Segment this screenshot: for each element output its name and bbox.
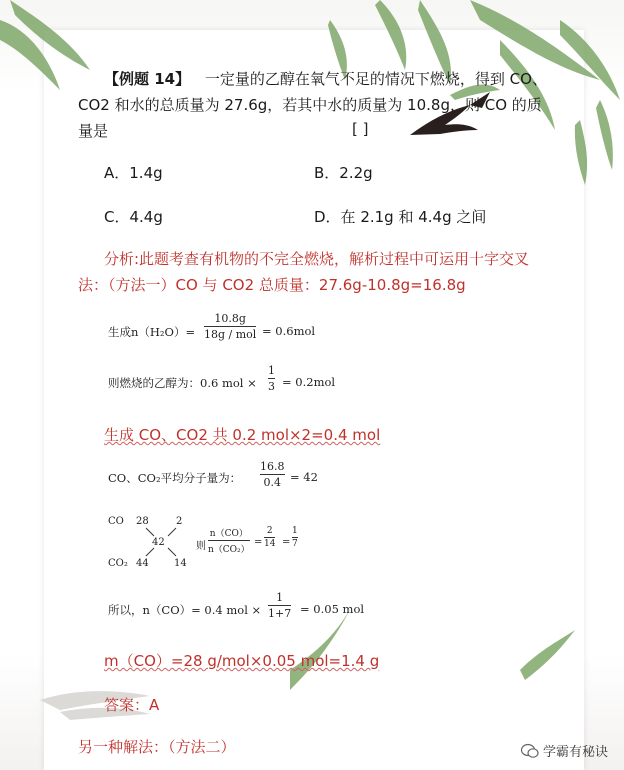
answer-bracket: [ ] (352, 120, 369, 138)
ratio-fraction: n（CO） n（CO₂） (208, 529, 250, 555)
footer-brand (521, 741, 608, 760)
question-line-1: 一定量的乙醇在氧气不足的情况下燃烧，得到 CO、 (204, 70, 547, 88)
ethanol-result: = 0.2mol (282, 375, 336, 389)
mass-line: m（CO）=28 g/mol×0.05 mol=1.4 g (104, 652, 380, 670)
analysis-line-1: 分析:此题考查有机物的不完全燃烧，解析过程中可运用十字交叉 (104, 250, 530, 268)
cross-value-42: 42 (152, 537, 165, 548)
cross-lines (140, 520, 190, 564)
cross-value-14: 14 (174, 558, 187, 569)
ethanol-fraction: 1 3 (268, 364, 275, 393)
ratio-end-fraction: 1 7 (292, 526, 298, 549)
cross-value-28: 28 (136, 516, 149, 527)
water-result: = 0.6mol (262, 324, 316, 338)
question-line-3: 量是 (78, 122, 109, 140)
cross-co-label: CO (108, 516, 124, 527)
ratio-mid-fraction: 2 14 (264, 526, 276, 549)
co-total-line: 生成 CO、CO2 共 0.2 mol×2=0.4 mol (104, 426, 381, 444)
answer-line: 答案：A (104, 696, 160, 714)
ratio-prefix: 则 (196, 541, 206, 552)
question-tag: 【例题 14】 (104, 70, 191, 88)
water-formula-prefix: 生成n（H₂O）= (108, 325, 196, 339)
question-line-2: CO2 和水的总质量为 27.6g，若其中水的质量为 10.8g，则 CO 的质 (78, 96, 542, 114)
so-fraction: 1 1+7 (268, 591, 292, 620)
avg-mw-result: = 42 (290, 470, 318, 484)
footer-brand-text: 学霸有秘诀 (542, 745, 608, 760)
wechat-icon (521, 743, 539, 759)
analysis-line-2: 法：（方法一）CO 与 CO2 总质量：27.6g-10.8g=16.8g (78, 276, 466, 294)
cross-value-2: 2 (176, 516, 183, 527)
avg-mw-fraction: 16.8 0.4 (260, 460, 285, 489)
cross-co2-label: CO₂ (108, 558, 128, 569)
so-result: = 0.05 mol (300, 602, 365, 616)
option-a: A．1.4g (104, 164, 163, 182)
option-b: B．2.2g (314, 164, 373, 182)
cross-value-44: 44 (136, 558, 149, 569)
avg-mw-prefix: CO、CO₂平均分子量为： (108, 471, 242, 485)
option-d: D．在 2.1g 和 4.4g 之间 (314, 208, 487, 226)
water-fraction: 10.8g 18g / mol (204, 312, 257, 341)
method-two-line: 另一种解法：（方法二） (78, 738, 236, 756)
ethanol-formula-prefix: 则燃烧的乙醇为：0.6 mol × (108, 376, 257, 390)
option-c: C．4.4g (104, 208, 163, 226)
so-formula-prefix: 所以，n（CO）= 0.4 mol × (108, 603, 262, 617)
